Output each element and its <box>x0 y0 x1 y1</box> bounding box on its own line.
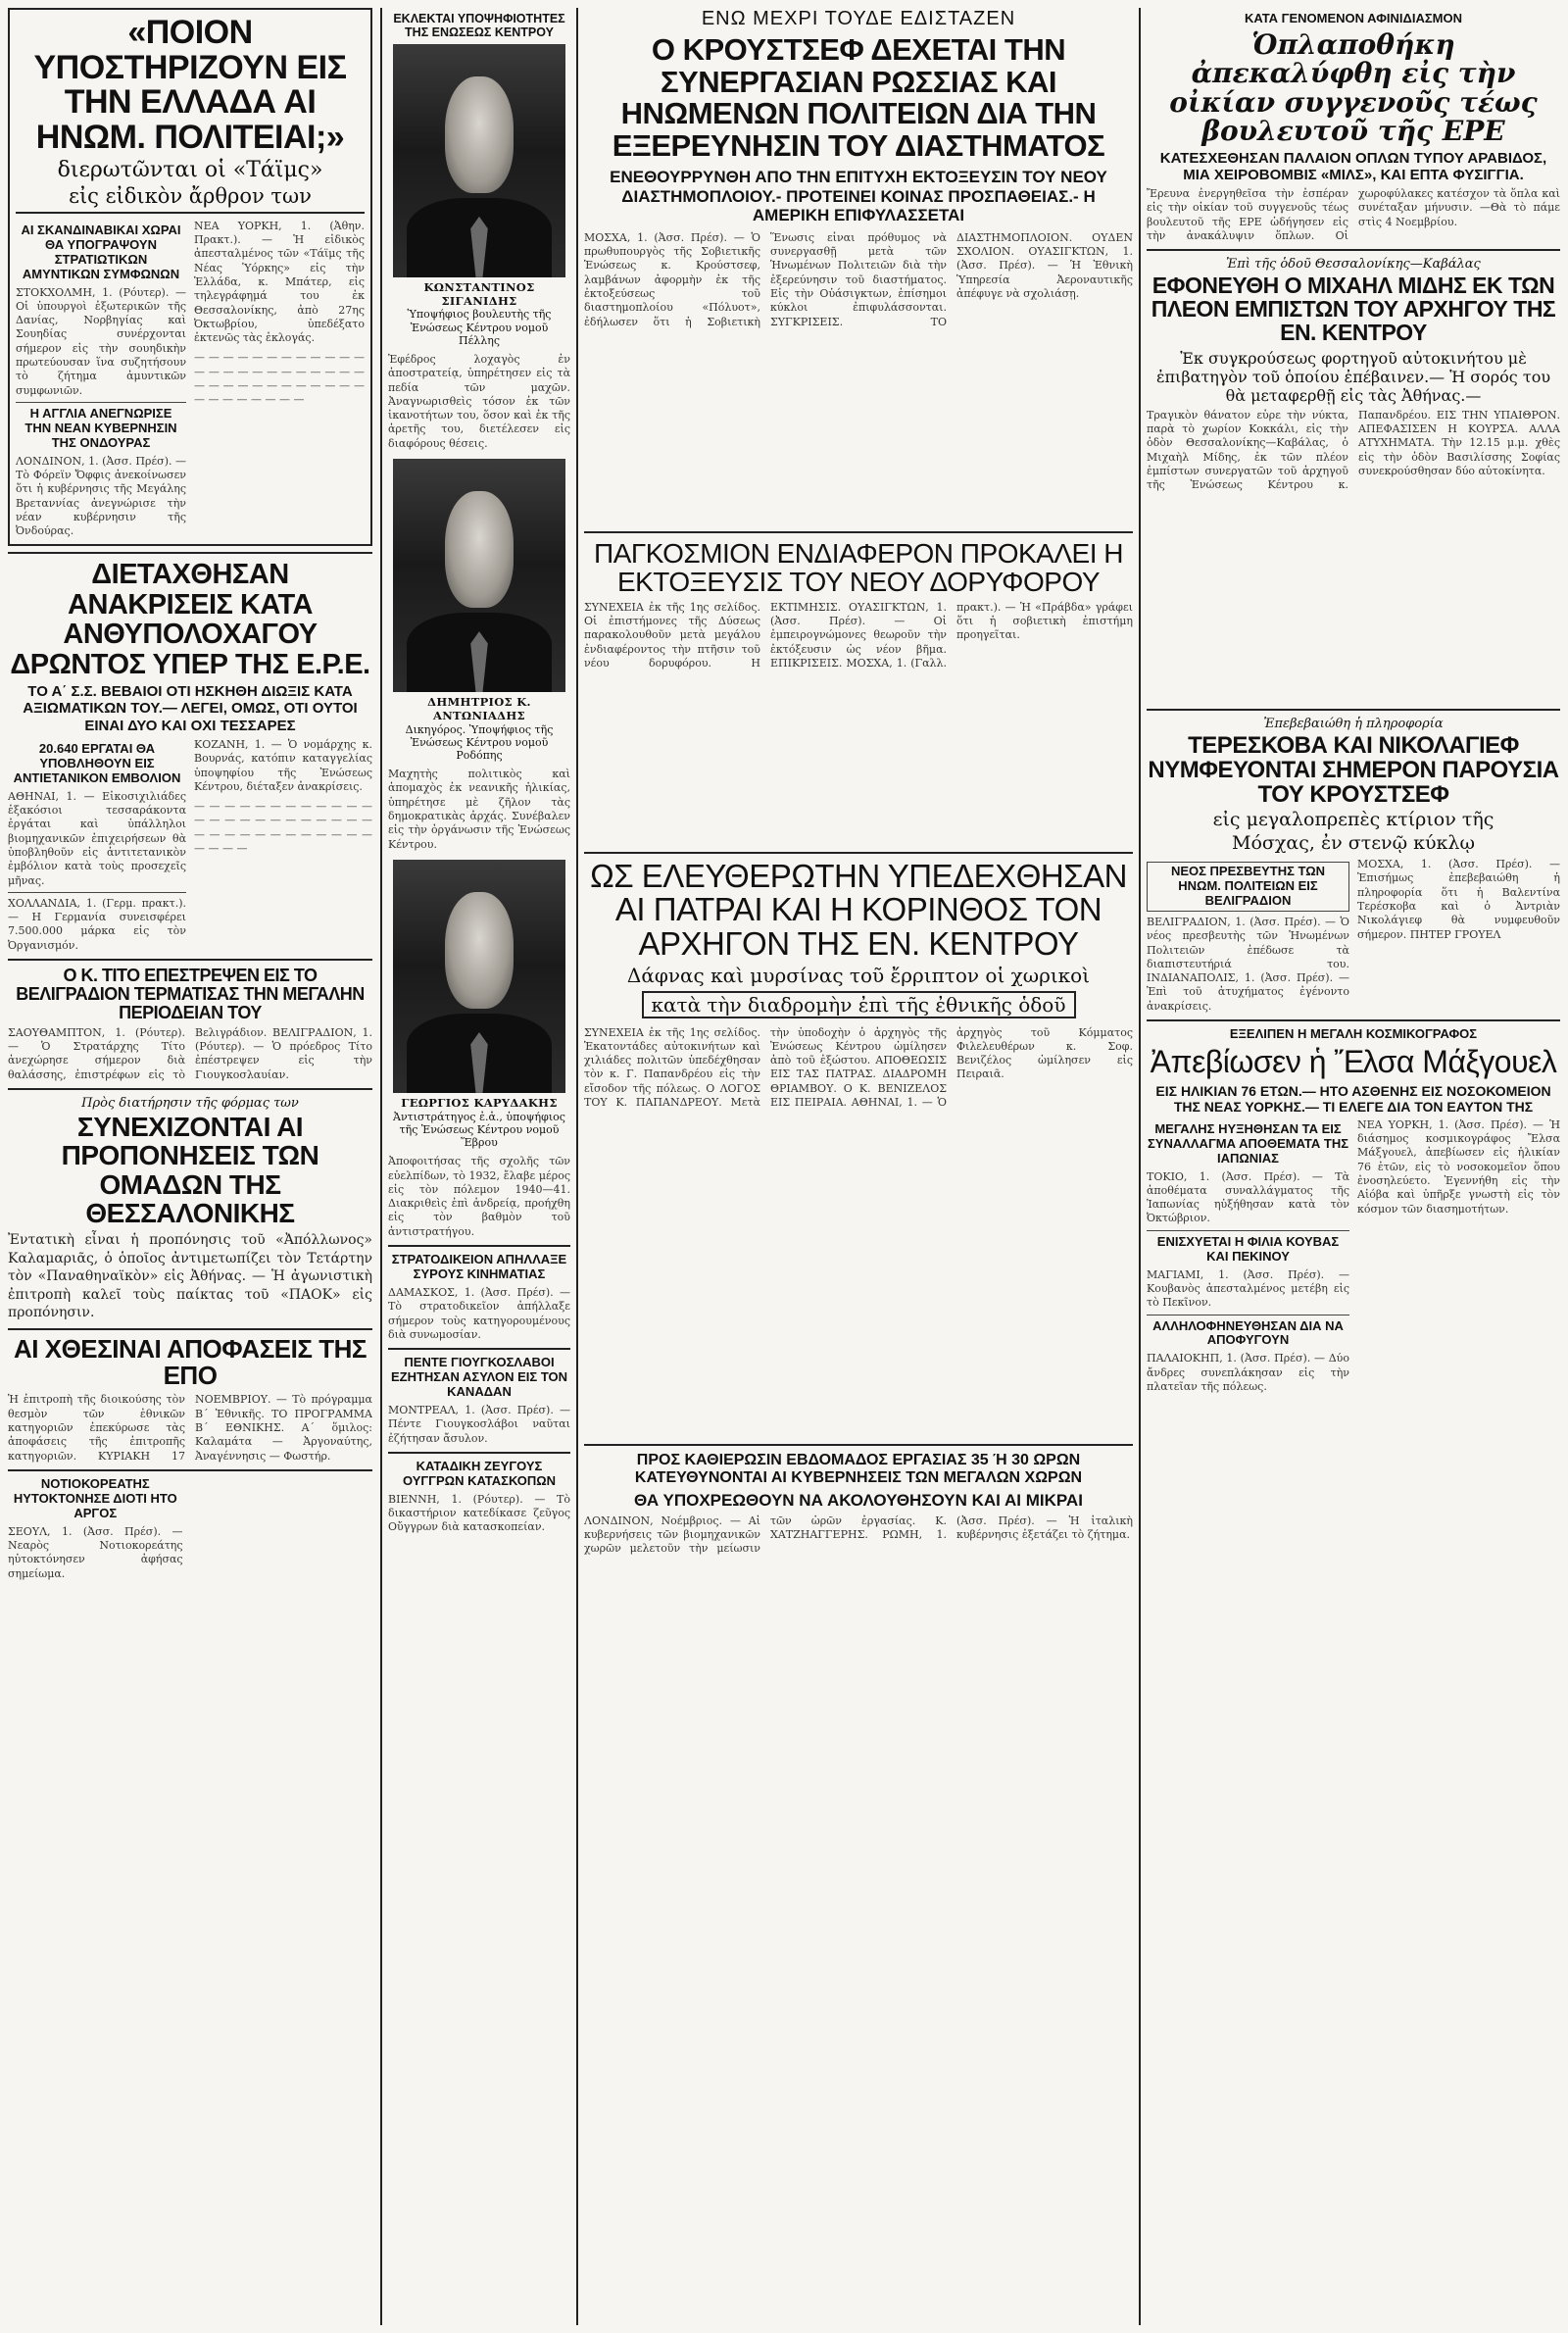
wedding-headline: ΤΕΡΕΣΚΟΒΑ ΚΑΙ ΝΙΚΟΛΑΓΙΕΦ ΝΥΜΦΕΥΟΝΤΑΙ ΣΗΜΕΡΟΝ ΠΑΡΟΥΣΙΑ ΤΟΥ ΚΡΟΥΣΤΣΕΦ <box>1148 731 1559 808</box>
portrait-caption-1 <box>388 281 570 347</box>
ambassador-body: ΒΕΛΙΓΡΑΔΙΟΝ, 1. (Ἀσσ. Πρέσ). — Ὁ νέος πρεσβευτὴς τῶν Ἡνωμένων Πολιτειῶν ἐπέδωσε τὰ διαπιστευτήριά του. ΙΝΔΙΑΝΑΠΟΛΙΣ, 1. (Ἀσσ. Πρέσ). — Ἐπὶ τοῦ ἀτυχήματος ἐγένοντο ἀνακρίσεις. <box>1147 915 1349 1013</box>
column-candidates <box>388 8 570 2325</box>
satellite-headline: ΠΑΓΚΟΣΜΙΟΝ ΕΝΔΙΑΦΕΡΟΝ ΠΡΟΚΑΛΕΙ Η ΕΚΤΟΞΕΥΣΙΣ ΤΟΥ ΝΕΟΥ ΔΟΡΥΦΟΡΟΥ <box>593 537 1123 598</box>
arms-subheadline: ΚΑΤΕΣΧΕΘΗΣΑΝ ΠΑΛΑΙΟΝ ΟΠΛΩΝ ΤΥΠΟΥ ΑΡΑΒΙΔΟΣ, ΜΙΑ ΧΕΙΡΟΒΟΜΒΙΣ «ΜΙΛΣ», ΚΑΙ ΕΠΤΑ ΦΥΣΙΓΓΙΑ. <box>1159 149 1547 183</box>
kavala-body: Τραγικὸν θάνατον εὗρε τὴν νύκτα, παρὰ τὸ χωρίον Κοκκάλι, εἰς τὴν ὁδὸν Θεσσαλονίκης—Καβάλας, ὁ Μιχαὴλ Μίδης, ἐκ τῶν πλέον ἐμπίστων συνεργατῶν τοῦ ἀρχηγοῦ τῆς Ἐνώσεως Κέντρου κ. Παπανδρέου. ΕΙΣ ΤΗΝ ΥΠΑΙΘΡΟΝ. ΑΠΕΦΑΣΙΣΕΝ Η ΚΟΥΡΣΑ. ΑΛΛΑ ΑΤΥΧΗΜΑΤΑ. Τὴν 12.15 μ.μ. χθὲς εἰς τὴν ὁδὸν Βασιλίσσης Σοφίας συνεκρούσθησαν δύο αὐτοκίνητα. <box>1147 408 1560 492</box>
ambassador-headline: ΝΕΟΣ ΠΡΕΣΒΕΥΤΗΣ ΤΩΝ ΗΝΩΜ. ΠΟΛΙΤΕΙΩΝ ΕΙΣ ΒΕΛΙΓΡΑΔΙΟΝ <box>1147 862 1349 912</box>
tito-headline: Ο Κ. ΤΙΤΟ ΕΠΕΣΤΡΕΨΕΝ ΕΙΣ ΤΟ ΒΕΛΙΓΡΑΔΙΟΝ ΤΕΡΜΑΤΙΣΑΣ ΤΗΝ ΜΕΓΑΛΗΝ ΠΕΡΙΟΔΕΙΑΝ ΤΟΥ <box>16 966 365 1022</box>
candidate-name-2: ΔΗΜΗΤΡΙΟΣ Κ. ΑΝΤΩΝΙΑΔΗΣ <box>427 694 531 722</box>
portrait-photo-2 <box>393 459 565 692</box>
investigation-subheadline: ΤΟ Α΄ Σ.Σ. ΒΕΒΑΙΟΙ ΟΤΙ ΗΣΚΗΘΗ ΔΙΩΞΙΣ ΚΑΤΑ ΑΞΙΩΜΑΤΙΚΩΝ ΤΟΥ.— ΛΕΓΕΙ, ΟΜΩΣ, ΟΤΙ ΟΥΤΟΙ ΕΙΝΑΙ ΔΥΟ ΚΑΙ ΟΧΙ ΤΕΣΣΑΡΕΣ <box>23 683 358 734</box>
wedding-subheadline-2: Μόσχας, ἐν στενῷ κύκλῳ <box>1232 832 1475 855</box>
candidate-role-1: Ὑποψήφιος βουλευτὴς τῆς Ἐνώσεως Κέντρου νομοῦ Πέλλης <box>407 308 552 347</box>
argos-body: ΣΕΟΥΛ, 1. (Ἀσσ. Πρέσ). — Νεαρὸς Νοτιοκορεάτης ηὐτοκτόνησεν ἀφήσας σημείωμα. <box>8 1524 183 1580</box>
times-headline: «ΠΟΙΟΝ ΥΠΟΣΤΗΡΙΖΟΥΝ ΕΙΣ ΤΗΝ ΕΛΛΑΔΑ ΑΙ ΗΝΩΜ. ΠΟΛΙΤΕΙΑΙ;» <box>33 14 347 157</box>
wedding-subheadline-1: εἰς μεγαλοπρεπὲς κτίριον τῆς <box>1212 809 1494 831</box>
maxwell-body: ΝΕΑ ΥΟΡΚΗ, 1. (Ἀσσ. Πρέσ). — Ἡ διάσημος κοσμικογράφος Ἔλσα Μάξγουελ, ἀπεβίωσεν εἰς ἡλικίαν 76 ἐτῶν, εἰς τὸ νοσοκομεῖον ὅπου ἐνοσηλεύετο. Ἐγεννήθη εἰς τὴν Αἰόβα καὶ ὑπῆρξε γνωστὴ εἰς τὸν κόσμον τῶν διασημοτήτων. <box>1357 1117 1560 1216</box>
kavala-headline: ΕΦΟΝΕΥΘΗ Ο ΜΙΧΑΗΛ ΜΙΔΗΣ ΕΚ ΤΩΝ ΠΛΕΟΝ ΕΜΠΙΣΤΩΝ ΤΟΥ ΑΡΧΗΓΟΥ ΤΗΣ ΕΝ. ΚΕΝΤΡΟΥ <box>1151 273 1556 346</box>
candidate-body-1: Ἐφέδρος λοχαγὸς ἐν ἀποστρατείᾳ, ὑπηρέτησεν εἰς τὰ πεδία τῶν μαχῶν. Ἀναγνωρισθεὶς τόσον ἐκ τῶν ἱκανοτήτων του, ὅσον καὶ ἐκ τῆς ἀρετῆς του, διετέλεσεν εἰς διαφόρους θέσεις. <box>388 352 570 450</box>
candidate-role-3: Ἀντιστράτηγος ἐ.ἀ., ὑποψήφιος τῆς Ἐνώσεως Κέντρου νομοῦ Ἕβρου <box>393 1110 565 1150</box>
argos-headline: ΝΟΤΙΟΚΟΡΕΑΤΗΣ ΗΥΤΟΚΤΟΝΗΣΕ ΔΙΟΤΙ ΗΤΟ ΑΡΓΟΣ <box>13 1475 177 1520</box>
japan-body: ΤΟΚΙΟ, 1. (Ἀσσ. Πρέσ). — Τὰ ἀποθέματα συναλλάγματος τῆς Ἰαπωνίας ηὐξήθησαν κατὰ τὸν Ὀκτώβριον. <box>1147 1169 1349 1225</box>
maxwell-kicker: ΕΞΕΛΙΠΕΝ Η ΜΕΓΑΛΗ ΚΟΣΜΙΚΟΓΡΑΦΟΣ <box>1229 1026 1478 1042</box>
investigation-headline: ΔΙΕΤΑΧΘΗΣΑΝ ΑΝΑΚΡΙΣΕΙΣ ΚΑΤΑ ΑΝΘΥΠΟΛΟΧΑΓΟΥ ΔΡΩΝΤΟΣ ΥΠΕΡ ΤΗΣ Ε.Ρ.Ε. <box>10 559 370 680</box>
portrait-caption-3 <box>388 1097 570 1149</box>
portrait-caption-2 <box>388 696 570 762</box>
times-subheadline: διερωτῶνται οἱ «Τάϊμς» <box>57 157 323 182</box>
column-left: «ΠΟΙΟΝ ΥΠΟΣΤΗΡΙΖΟΥΝ ΕΙΣ ΤΗΝ ΕΛΛΑΔΑ ΑΙ ΗΝΩΜ. ΠΟΛΙΤΕΙΑΙ;» διερωτῶνται οἱ «Τάϊμς» εἰς εἰδικὸν ἄρθρον των ΑΙ ΣΚΑΝΔΙΝΑΒΙΚΑΙ ΧΩΡΑΙ ΘΑ ΥΠΟΓΡΑΨΟΥΝ ΣΤΡΑΤΙΩΤΙΚΩΝ ΑΜΥΝΤΙΚΩΝ ΣΥΜΦΩΝΩΝ ΣΤΟΚΧΟΛΜΗ, 1. (Ρόυτερ). — Οἱ ὑπουργοὶ ἐξωτερικῶν τῆς Δανίας, Νορβηγίας καὶ Σουηδίας συνέρχονται σήμερον εἰς τὴν σουηδικὴν πρωτεύουσαν ἵνα συζητήσουν τὸ ζήτημα ἀμυντικῶν συμφωνιῶν. Η ΑΓΓΛΙΑ ΑΝΕΓΝΩΡΙΣΕ ΤΗΝ ΝΕΑΝ ΚΥΒΕΡΝΗΣΙΝ ΤΗΣ ΟΝΔΟΥΡΑΣ ΛΟΝΔΙΝΟΝ, 1. (Ἀσσ. Πρέσ). — Τὸ Φόρεϊν Ὄφφις ἀνεκοίνωσεν ὅτι ἡ κυβέρνησις τῆς Μεγάλης Βρεταννίας ἀνεγνώρισε τὴν νέαν κυβέρνησιν τῆς Ὀνδούρας. ΝΕΑ ΥΟΡΚΗ, 1. (Ἀθην. Πρακτ.). — Ἡ εἰδικὸς ἀπεσταλμένος τῶν «Τάϊμς τῆς Νέας Ὑόρκης» εἰς τὴν Ἑλλάδα, κ. Μπάτερ, εἰς τηλεγράφημά του ἐκ Θεσσαλονίκης, ἀπὸ 27ης Ὀκτωβρίου, ὑπεδέξατο ἐκτενῶς τὰς ἐκλογάς. — — — — — — — — — — — — — — — — — — — — — — — — — — — — — — — — — — — — — — — — — — — — ΔΙΕΤΑΧΘΗΣΑΝ ΑΝΑΚΡΙΣΕΙΣ ΚΑΤΑ ΑΝΘΥΠΟΛΟΧΑΓΟΥ ΔΡΩΝΤΟΣ ΥΠΕΡ ΤΗΣ Ε.Ρ.Ε. ΤΟ Α΄ Σ.Σ. ΒΕΒΑΙΟΙ ΟΤΙ ΗΣΚΗΘΗ ΔΙΩΞΙΣ ΚΑΤΑ ΑΞΙΩΜΑΤΙΚΩΝ ΤΟΥ.— ΛΕΓΕΙ, ΟΜΩΣ, ΟΤΙ ΟΥΤΟΙ ΕΙΝΑΙ ΔΥΟ ΚΑΙ ΟΧΙ ΤΕΣΣΑΡΕΣ 20.640 ΕΡΓΑΤΑΙ ΘΑ ΥΠΟΒΛΗΘΟΥΝ ΕΙΣ ΑΝΤΙΕΤΑΝΙΚΟΝ ΕΜΒΟΛΙΟΝ ΑΘΗΝΑΙ, 1. — Εἰκοσιχιλιάδες ἑξακόσιοι τεσσαράκοντα ἐργάται καὶ ὑπάλληλοι βιομηχανικῶν ἐπιχειρήσεων θὰ ὑποβληθοῦν εἰς ἀντιτετανικὸν ἐμβόλιον κατὰ τοὺς προσεχεῖς μῆνας. ΧΟΛΛΑΝΔΙΑ, 1. (Γερμ. πρακτ.). — Η Γερμανία συνεισφέρει 7.500.000 μάρκα εἰς τὸν Ὀργανισμόν. ΚΟΖΑΝΗ, 1. — Ὁ νομάρχης κ. Βουρνάς, κατόπιν καταγγελίας ὑποψηφίου τῆς Ἐνώσεως Κέντρου, διέταξεν ἀνακρίσεις. — — — — — — — — — — — — — — — — — — — — — — — — — — — — — — — — — — — — — — — — Ο Κ. ΤΙΤΟ ΕΠΕΣΤΡΕΨΕΝ ΕΙΣ ΤΟ ΒΕΛΙΓΡΑΔΙΟΝ ΤΕΡΜΑΤΙΣΑΣ ΤΗΝ ΜΕΓΑΛΗΝ ΠΕΡΙΟΔΕΙΑΝ ΤΟΥ ΣΑΟΥΘΑΜΠΤΟΝ, 1. (Ρόυτερ). — Ὁ Στρατάρχης Τίτο ἀνεχώρησε σήμερον διὰ θαλάσσης, ἐπιστρέφων εἰς τὸ Βελιγράδιον. ΒΕΛΙΓΡΑΔΙΟΝ, 1. (Ρόυτερ). — Ὁ πρόεδρος Τίτο ἐπέστρεψεν εἰς τὴν Γιουγκοσλαυίαν. Πρὸς διατήρησιν τῆς φόρμας των ΣΥΝΕΧΙΖΟΝΤΑΙ ΑΙ ΠΡΟΠΟΝΗΣΕΙΣ ΤΩΝ ΟΜΑΔΩΝ ΤΗΣ ΘΕΣΣΑΛΟΝΙΚΗΣ Ἐντατικὴ εἶναι ἡ προπόνησις τοῦ «Ἀπόλλωνος» Καλαμαριᾶς, ὁ ὁποῖος ἀντιμετωπίζει τὸν Τετάρτην τὸν «Παναθηναϊκὸν» εἰς Ἀθήνας. — Ἡ ἀγωνιστικὴ ἐπιτροπὴ καλεῖ τοὺς παίκτας τοῦ «ΠΑΟΚ» εἰς προπόνησιν. ΑΙ ΧΘΕΣΙΝΑΙ ΑΠΟΦΑΣΕΙΣ ΤΗΣ ΕΠΟ Ἡ ἐπιτροπὴ τῆς διοικούσης τὸν θεσμὸν τῶν ἐθνικῶν κατηγοριῶν ἐπεκύρωσε τὰς ἀποφάσεις τῆς ἐπιτροπῆς κατηγοριῶν. ΚΥΡΙΑΚΗ 17 ΝΟΕΜΒΡΙΟΥ. — Τὸ πρόγραμμα Β΄ Ἐθνικῆς. ΤΟ ΠΡΟΓΡΑΜΜΑ Β΄ ΕΘΝΙΚΗΣ. Α΄ ὅμιλος: Καλαμάτα — Ἀργοναύτης, Ἀναγέννησις — Φωστήρ. ΝΟΤΙΟΚΟΡΕΑΤΗΣ ΗΥΤΟΚΤΟΝΗΣΕ ΔΙΟΤΙ ΗΤΟ ΑΡΓΟΣ ΣΕΟΥΛ, 1. (Ἀσσ. Πρέσ). — Νεαρὸς Νοτιοκορεάτης ηὐτοκτόνησεν ἀφήσας σημείωμα. <box>8 8 372 2325</box>
candidate-body-3: Ἀποφοιτήσας τῆς σχολῆς τῶν εὐελπίδων, τὸ 1932, ἔλαβε μέρος εἰς τὸν πόλεμον 1940—41. Διακριθεὶς ἐπὶ ἀνδρείᾳ, προήχθη εἰς τὸν βαθμὸν τοῦ ἀντιστρατήγου. <box>388 1155 570 1238</box>
trial-body: ΔΑΜΑΣΚΟΣ, 1. (Ἀσσ. Πρέσ). — Τὸ στρατοδικεῖον ἀπήλλαξε σήμερον τοὺς κατηγορουμένους διὰ συνωμοσίαν. <box>388 1285 570 1341</box>
thess-headline: ΣΥΝΕΧΙΖΟΝΤΑΙ ΑΙ ΠΡΟΠΟΝΗΣΕΙΣ ΤΩΝ ΟΜΑΔΩΝ ΤΗΣ ΘΕΣΣΑΛΟΝΙΚΗΣ <box>61 1111 319 1229</box>
thess-body: Ἐντατικὴ εἶναι ἡ προπόνησις τοῦ «Ἀπόλλωνος» Καλαμαριᾶς, ὁ ὁποῖος ἀντιμετωπίζει τὸν Τετάρτην τὸν «Παναθηναϊκὸν» εἰς Ἀθήνας. — Ἡ ἀγωνιστικὴ ἐπιτροπὴ καλεῖ τοὺς παίκτας τοῦ «ΠΑΟΚ» εἰς προπόνησιν. <box>8 1232 372 1321</box>
maxwell-headline: Ἀπεβίωσεν ἡ Ἔλσα Μάξγουελ <box>1150 1044 1557 1079</box>
column-right <box>1147 8 1560 2325</box>
satellite-body: ΣΥΝΕΧΕΙΑ ἐκ τῆς 1ης σελίδος. Οἱ ἐπιστήμονες τῆς Δύσεως παρακολουθοῦν μετὰ μεγάλου ἐνδιαφέροντος τὴν πτῆσιν τοῦ νέου δορυφόρου. Η ΕΚΤΙΜΗΣΙΣ. ΟΥΑΣΙΓΚΤΩΝ, 1. (Ἀσσ. Πρέσ). — Οἱ ἐμπειρογνώμονες θεωροῦν τὴν ἐκτόξευσιν ὡς νέον βῆμα. ΕΠΙΚΡΙΣΕΙΣ. ΜΟΣΧΑ, 1. (Γαλλ. πρακτ.). — Ἡ «Πράβδα» γράφει ὅτι ἡ σοβιετικὴ ἐπιστήμη προηγεῖται. <box>584 600 1133 670</box>
portrait-photo-3 <box>393 860 565 1093</box>
honduras-headline: Η ΑΓΓΛΙΑ ΑΝΕΓΝΩΡΙΣΕ ΤΗΝ ΝΕΑΝ ΚΥΒΕΡΝΗΣΙΝ ΤΗΣ ΟΝΔΟΥΡΑΣ <box>24 405 177 450</box>
spy-headline: ΚΑΤΑΔΙΚΗ ΖΕΥΓΟΥΣ ΟΥΓΓΡΩΝ ΚΑΤΑΣΚΟΠΩΝ <box>402 1458 557 1488</box>
arms-headline: Ὁπλαποθήκη ἀπεκαλύφθη εἰς τὴν οἰκίαν συγγενοῦς τέως βουλευτοῦ τῆς ΕΡΕ <box>1169 27 1538 148</box>
spy-body: ΒΙΕΝΝΗ, 1. (Ρόυτερ). — Τὸ δικαστήριον κατεδίκασε ζεῦγος Οὔγγρων διὰ κατασκοπείαν. <box>388 1492 570 1534</box>
epo-headline: ΑΙ ΧΘΕΣΙΝΑΙ ΑΠΟΦΑΣΕΙΣ ΤΗΣ ΕΠΟ <box>14 1333 367 1391</box>
killed-headline: ΑΛΛΗΛΟΦΗΝΕΥΘΗΣΑΝ ΔΙΑ ΝΑ ΑΠΟΦΥΓΟΥΝ <box>1152 1317 1344 1348</box>
peking-body: ΜΑΓΙΑΜΙ, 1. (Ἀσσ. Πρέσ). — Κουβανὸς ἀπεσταλμένος μετέβη εἰς τὸ Πεκῖνον. <box>1147 1267 1349 1310</box>
workers-headline: 20.640 ΕΡΓΑΤΑΙ ΘΑ ΥΠΟΒΛΗΘΟΥΝ ΕΙΣ ΑΝΤΙΕΤΑΝΙΚΟΝ ΕΜΒΟΛΙΟΝ <box>13 740 181 785</box>
khrushchev-headline: Ο ΚΡΟΥΣΤΣΕΦ ΔΕΧΕΤΑΙ ΤΗΝ ΣΥΝΕΡΓΑΣΙΑΝ ΡΩΣΣΙΑΣ ΚΑΙ ΗΝΩΜΕΝΩΝ ΠΟΛΙΤΕΙΩΝ ΔΙΑ ΤΗΝ ΕΞΕΡΕΥΝΗΣΙΝ ΤΟΥ ΔΙΑΣΤΗΜΑΤΟΣ <box>612 32 1105 163</box>
killed-body: ΠΑΛΑΙΟΚΗΠ, 1. (Ἀσσ. Πρέσ). — Δύο ἄνδρες συνεπλάκησαν εἰς τὴν πλατεῖαν τῆς πόλεως. <box>1147 1352 1349 1394</box>
week-body: ΛΟΝΔΙΝΟΝ, Νοέμβριος. — Αἱ κυβερνήσεις τῶν βιομηχανικῶν χωρῶν μελετοῦν τὴν μείωσιν τῶν ὡρῶν ἐργασίας. Κ. ΧΑΤΖΗΑΓΓΕΡΗΣ. ΡΩΜΗ, 1. (Ἀσσ. Πρέσ). — Ἡ ἰταλικὴ κυβέρνησις ἐξετάζει τὸ ζήτημα. <box>584 1514 1133 1556</box>
thess-kicker: Πρὸς διατήρησιν τῆς φόρμας των <box>81 1095 299 1111</box>
workers-body: ΑΘΗΝΑΙ, 1. — Εἰκοσιχιλιάδες ἑξακόσιοι τεσσαράκοντα ἐργάται καὶ ὑπάλληλοι βιομηχανικῶν ἐπιχειρήσεων θὰ ὑποβληθοῦν εἰς ἀντιτετανικὸν ἐμβόλιον κατὰ τοὺς προσεχεῖς μῆνας. <box>8 789 186 887</box>
candidate-body-2: Μαχητὴς πολιτικὸς καὶ ἀπομαχὸς ἐκ νεανικῆς ἡλικίας, ὑπηρέτησε μὲ ζῆλον τὰς δημοκρατικὰς ἀρχάς. Συνέβαλεν εἰς τὴν ὀργάνωσιν τῆς Ἐνώσεως Κέντρου. <box>388 768 570 851</box>
portrait-photo-1 <box>393 44 565 277</box>
khrushchev-kicker: ΕΝΩ ΜΕΧΡΙ ΤΟΥΔΕ ΕΔΙΣΤΑΖΕΝ <box>701 8 1016 29</box>
honduras-body: ΛΟΝΔΙΝΟΝ, 1. (Ἀσσ. Πρέσ). — Τὸ Φόρεϊν Ὄφφις ἀνεκοίνωσεν ὅτι ἡ κυβέρνησις τῆς Μεγάλης Βρεταννίας ἀνεγνώρισε τὴν νέαν κυβέρνησιν τῆς Ὀνδούρας. <box>16 454 186 538</box>
column-center <box>584 8 1133 2325</box>
wedding-body: ΜΟΣΧΑ, 1. (Ἀσσ. Πρέσ). — Ἐπισήμως ἐπεβεβαιώθη ἡ πληροφορία ὅτι ἡ Βαλεντίνα Τερέσκοβα καὶ ὁ Ἀντριὰν Νικολάγιεφ θὰ νυμφευθοῦν σήμερον. ΠΗΤΕΡ ΓΡΟΥΕΛ <box>1357 858 1560 941</box>
peking-headline: ΕΝΙΣΧΥΕΤΑΙ Η ΦΙΛΙΑ ΚΟΥΒΑΣ ΚΑΙ ΠΕΚΙΝΟΥ <box>1156 1233 1340 1264</box>
candidate-name-1: ΚΩΝΣΤΑΝΤΙΝΟΣ ΣΙΓΑΝΙΔΗΣ <box>423 279 535 308</box>
patras-headline: ΩΣ ΕΛΕΥΘΕΡΩΤΗΝ ΥΠΕΔΕΧΘΗΣΑΝ ΑΙ ΠΑΤΡΑΙ ΚΑΙ Η ΚΟΡΙΝΘΟΣ ΤΟΝ ΑΡΧΗΓΟΝ ΤΗΣ ΕΝ. ΚΕΝΤΡΟΥ <box>590 857 1127 962</box>
patras-body: ΣΥΝΕΧΕΙΑ ἐκ τῆς 1ης σελίδος. Ἑκατοντάδες αὐτοκινήτων καὶ χιλιάδες πολιτῶν ὑπεδέχθησαν τὸν κ. Γ. Παπανδρέου εἰς τὴν εἴσοδον τῆς πόλεως. Ο ΛΟΓΟΣ ΤΟΥ Κ. ΠΑΠΑΝΔΡΕΟΥ. Μετὰ τὴν ὑποδοχὴν ὁ ἀρχηγὸς τῆς Ἐνώσεως Κέντρου ὡμίλησεν ἀπὸ τοῦ ἐξώστου. ΑΠΟΘΕΩΣΙΣ ΕΙΣ ΤΑΣ ΠΑΤΡΑΣ. ΔΙΑΔΡΟΜΗ ΘΡΙΑΜΒΟΥ. Ο Κ. ΒΕΝΙΖΕΛΟΣ ΕΙΣ ΠΕΙΡΑΙΑ. ΑΘΗΝΑΙ, 1. — Ὁ ἀρχηγὸς τοῦ Κόμματος Φιλελευθέρων κ. Σοφ. Βενιζέλος ὡμίλησεν εἰς Πειραιᾶ. <box>584 1025 1133 1110</box>
holland-body: ΧΟΛΛΑΝΔΙΑ, 1. (Γερμ. πρακτ.). — Η Γερμανία συνεισφέρει 7.500.000 μάρκα εἰς τὸν Ὀργανισμόν. <box>8 896 186 952</box>
japan-headline: ΜΕΓΑΛΗΣ ΗΥΞΗΘΗΣΑΝ ΤΑ ΕΙΣ ΣΥΝΑΛΛΑΓΜΑ ΑΠΟΘΕΜΑΤΑ ΤΗΣ ΙΑΠΩΝΙΑΣ <box>1147 1120 1349 1166</box>
candidate-role-2: Δικηγόρος. Ὑποψήφιος τῆς Ἐνώσεως Κέντρου νομοῦ Ροδόπης <box>405 722 554 762</box>
khrushchev-subheadline: ΕΝΕΘΟΥΡΡΥΝΘΗ ΑΠΟ ΤΗΝ ΕΠΙΤΥΧΗ ΕΚΤΟΞΕΥΣΙΝ ΤΟΥ ΝΕΟΥ ΔΙΑΣΤΗΜΟΠΛΟΙΟΥ.- ΠΡΟΤΕΙΝΕΙ ΚΟΙΝΑΣ ΠΡΟΣΠΑΘΕΙΑΣ.- Η ΑΜΕΡΙΚΗ ΕΠΙΦΥΛΑΣΣΕΤΑΙ <box>610 168 1107 225</box>
week-headline-2: ΘΑ ΥΠΟΧΡΕΩΘΟΥΝ ΝΑ ΑΚΟΛΟΥΘΗΣΟΥΝ ΚΑΙ ΑΙ ΜΙΚΡΑΙ <box>634 1491 1083 1511</box>
kavala-kicker: Ἐπὶ τῆς ὁδοῦ Θεσσαλονίκης—Καβάλας <box>1226 257 1481 273</box>
week-headline-1: ΠΡΟΣ ΚΑΘΙΕΡΩΣΙΝ ΕΒΔΟΜΑΔΟΣ ΕΡΓΑΣΙΑΣ 35 Ή 30 ΩΡΩΝ ΚΑΤΕΥΘΥΝΟΝΤΑΙ ΑΙ ΚΥΒΕΡΝΗΣΕΙΣ ΤΩΝ ΜΕΓΑΛΩΝ ΧΩΡΩΝ <box>634 1451 1083 1486</box>
tito-body: ΣΑΟΥΘΑΜΠΤΟΝ, 1. (Ρόυτερ). — Ὁ Στρατάρχης Τίτο ἀνεχώρησε σήμερον διὰ θαλάσσης, ἐπιστρέφων εἰς τὸ Βελιγράδιον. ΒΕΛΙΓΡΑΔΙΟΝ, 1. (Ρόυτερ). — Ὁ πρόεδρος Τίτο ἐπέστρεψεν εἰς τὴν Γιουγκοσλαυίαν. <box>8 1025 372 1081</box>
candidates-kicker: ΕΚΛΕΚΤΑΙ ΥΠΟΨΗΦΙΟΤΗΤΕΣ ΤΗΣ ΕΝΩΣΕΩΣ ΚΕΝΤΡΟΥ <box>393 12 565 40</box>
scandinavia-headline: ΑΙ ΣΚΑΝΔΙΝΑΒΙΚΑΙ ΧΩΡΑΙ ΘΑ ΥΠΟΓΡΑΨΟΥΝ ΣΤΡΑΤΙΩΤΙΚΩΝ ΑΜΥΝΤΙΚΩΝ ΣΥΜΦΩΝΩΝ <box>21 222 181 281</box>
khrushchev-body: ΜΟΣΧΑ, 1. (Ἀσσ. Πρέσ). — Ὁ πρωθυπουργὸς τῆς Σοβιετικῆς Ἑνώσεως κ. Κρούστσεφ, λαμβάνων ἀφορμὴν ἐκ τῆς ἐκτοξεύσεως τοῦ διαστημοπλοίου «Πόλυοτ», ἐδήλωσεν ὅτι ἡ Σοβιετικὴ Ἕνωσις εἶναι πρόθυμος νὰ συνεργασθῇ μετὰ τῶν Ἡνωμένων Πολιτειῶν διὰ τὴν ἐξερεύνησιν τοῦ διαστήματος. Εἰς τὴν Οὐάσιγκτων, ἐπίσημοι κύκλοι ἐπιφυλάσσονται. ΣΥΓΚΡΙΣΕΙΣ. ΤΟ ΔΙΑΣΤΗΜΟΠΛΟΙΟΝ. ΟΥΔΕΝ ΣΧΟΛΙΟΝ. ΟΥΑΣΙΓΚΤΩΝ, 1. (Ἀσσ. Πρέσ). — Ἡ Ἐθνικὴ Ὑπηρεσία Ἀεροναυτικῆς ἀπέφυγε νὰ σχολιάσῃ. <box>584 230 1133 328</box>
patras-subheadline-1: Δάφνας καὶ μυρσίνας τοῦ ἔρριπτον οἱ χωρικοὶ <box>626 963 1091 987</box>
arms-kicker: ΚΑΤΑ ΓΕΝΟΜΕΝΟΝ ΑΦΙΝΙΔΙΑΣΜΟΝ <box>1245 11 1462 25</box>
yugo-headline: ΠΕΝΤΕ ΓΙΟΥΓΚΟΣΛΑΒΟΙ ΕΖΗΤΗΣΑΝ ΑΣΥΛΟΝ ΕΙΣ ΤΟΝ ΚΑΝΑΔΑΝ <box>390 1355 568 1399</box>
trial-headline: ΣΤΡΑΤΟΔΙΚΕΙΟΝ ΑΠΗΛΛΑΞΕ ΣΥΡΟΥΣ ΚΙΝΗΜΑΤΙΑΣ <box>391 1252 567 1281</box>
times-article: «ΠΟΙΟΝ ΥΠΟΣΤΗΡΙΖΟΥΝ ΕΙΣ ΤΗΝ ΕΛΛΑΔΑ ΑΙ ΗΝΩΜ. ΠΟΛΙΤΕΙΑΙ;» διερωτῶνται οἱ «Τάϊμς» εἰς εἰδικὸν ἄρθρον των ΑΙ ΣΚΑΝΔΙΝΑΒΙΚΑΙ ΧΩΡΑΙ ΘΑ ΥΠΟΓΡΑΨΟΥΝ ΣΤΡΑΤΙΩΤΙΚΩΝ ΑΜΥΝΤΙΚΩΝ ΣΥΜΦΩΝΩΝ ΣΤΟΚΧΟΛΜΗ, 1. (Ρόυτερ). — Οἱ ὑπουργοὶ ἐξωτερικῶν τῆς Δανίας, Νορβηγίας καὶ Σουηδίας συνέρχονται σήμερον εἰς τὴν σουηδικὴν πρωτεύουσαν ἵνα συζητήσουν τὸ ζήτημα ἀμυντικῶν συμφωνιῶν. Η ΑΓΓΛΙΑ ΑΝΕΓΝΩΡΙΣΕ ΤΗΝ ΝΕΑΝ ΚΥΒΕΡΝΗΣΙΝ ΤΗΣ ΟΝΔΟΥΡΑΣ ΛΟΝΔΙΝΟΝ, 1. (Ἀσσ. Πρέσ). — Τὸ Φόρεϊν Ὄφφις ἀνεκοίνωσεν ὅτι ἡ κυβέρνησις τῆς Μεγάλης Βρεταννίας ἀνεγνώρισε τὴν νέαν κυβέρνησιν τῆς Ὀνδούρας. ΝΕΑ ΥΟΡΚΗ, 1. (Ἀθην. Πρακτ.). — Ἡ εἰδικὸς ἀπεσταλμένος τῶν «Τάϊμς τῆς Νέας Ὑόρκης» εἰς τὴν Ἑλλάδα, κ. Μπάτερ, εἰς τηλεγράφημά του ἐκ Θεσσαλονίκης, ἀπὸ 27ης Ὀκτωβρίου, ὑπεδέξατο ἐκτενῶς τὰς ἐκλογάς. — — — — — — — — — — — — — — — — — — — — — — — — — — — — — — — — — — — — — — — — — — — — <box>8 8 372 546</box>
patras-subheadline-2: κατὰ τὴν διαδρομὴν ἐπὶ τῆς ἐθνικῆς ὁδοῦ <box>642 991 1076 1018</box>
kozani-body: ΚΟΖΑΝΗ, 1. — Ὁ νομάρχης κ. Βουρνάς, κατόπιν καταγγελίας ὑποψηφίου τῆς Ἐνώσεως Κέντρου, διέταξεν ἀνακρίσεις. <box>194 737 372 793</box>
scandinavia-body: ΣΤΟΚΧΟΛΜΗ, 1. (Ρόυτερ). — Οἱ ὑπουργοὶ ἐξωτερικῶν τῆς Δανίας, Νορβηγίας καὶ Σουηδίας συνέρχονται σήμερον εἰς τὴν σουηδικὴν πρωτεύουσαν ἵνα συζητήσουν τὸ ζήτημα ἀμυντικῶν συμφωνιῶν. <box>16 285 186 397</box>
wedding-kicker: Ἐπεβεβαιώθη ἡ πληροφορία <box>1263 716 1444 731</box>
yugo-body: ΜΟΝΤΡΕΑΛ, 1. (Ἀσσ. Πρέσ). — Πέντε Γιουγκοσλάβοι ναῦται ἐζήτησαν ἄσυλον. <box>388 1403 570 1445</box>
times-subheadline-2: εἰς εἰδικὸν ἄρθρον των <box>16 184 365 214</box>
epo-body: Ἡ ἐπιτροπὴ τῆς διοικούσης τὸν θεσμὸν τῶν ἐθνικῶν κατηγοριῶν ἐπεκύρωσε τὰς ἀποφάσεις τῆς ἐπιτροπῆς κατηγοριῶν. ΚΥΡΙΑΚΗ 17 ΝΟΕΜΒΡΙΟΥ. — Τὸ πρόγραμμα Β΄ Ἐθνικῆς. ΤΟ ΠΡΟΓΡΑΜΜΑ Β΄ ΕΘΝΙΚΗΣ. Α΄ ὅμιλος: Καλαμάτα — Ἀργοναύτης, Ἀναγέννησις — Φωστήρ. <box>8 1393 372 1463</box>
kavala-subheadline: Ἐκ συγκρούσεως φορτηγοῦ αὐτοκινήτου μὲ ἐπιβατηγὸν τοῦ ὁποίου ἐπέβαινεν.— Ἡ σορός του θὰ μεταφερθῇ εἰς τὰς Ἀθήνας.— <box>1155 348 1551 405</box>
candidate-name-3: ΓΕΩΡΓΙΟΣ ΚΑΡΥΔΑΚΗΣ <box>401 1095 558 1110</box>
arms-body: Ἔρευνα ἐνεργηθεῖσα τὴν ἑσπέραν εἰς τὴν οἰκίαν τοῦ συγγενοῦς τέως βουλευτοῦ τῆς ΕΡΕ ὡδήγησεν εἰς τὴν ἀνακάλυψιν ὅπλων. Οἱ χωροφύλακες κατέσχον τὰ ὅπλα καὶ συνέταξαν μήνυσιν. —Θὰ τὸ πάμε στὶς 4 Νοεμβρίου. <box>1147 187 1560 242</box>
times-body: ΝΕΑ ΥΟΡΚΗ, 1. (Ἀθην. Πρακτ.). — Ἡ εἰδικὸς ἀπεσταλμένος τῶν «Τάϊμς τῆς Νέας Ὑόρκης» εἰς τὴν Ἑλλάδα, κ. Μπάτερ, εἰς τηλεγράφημά του ἐκ Θεσσαλονίκης, ἀπὸ 27ης Ὀκτωβρίου, ὑπεδέξατο ἐκτενῶς τὰς ἐκλογάς. <box>194 219 365 345</box>
maxwell-subheadline: ΕΙΣ ΗΛΙΚΙΑΝ 76 ΕΤΩΝ.— ΗΤΟ ΑΣΘΕΝΗΣ ΕΙΣ ΝΟΣΟΚΟΜΕΙΟΝ ΤΗΣ ΝΕΑΣ ΥΟΡΚΗΣ.— ΤΙ ΕΛΕΓΕ ΔΙΑ ΤΟΝ ΕΑΥΤΟΝ ΤΗΣ <box>1155 1082 1551 1115</box>
